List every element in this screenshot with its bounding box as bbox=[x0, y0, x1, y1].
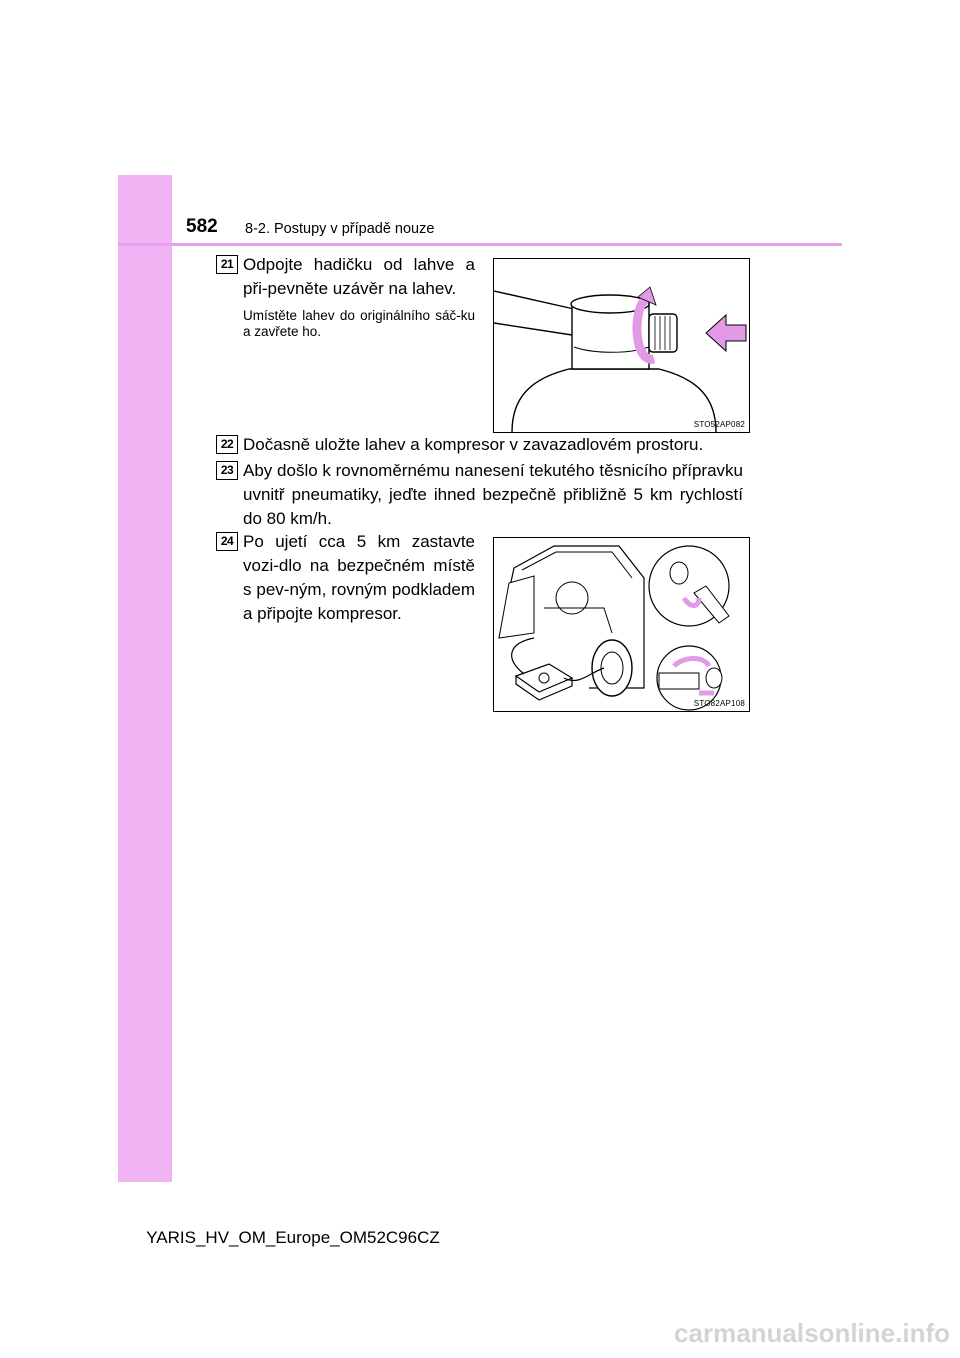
footer bbox=[0, 1228, 960, 1248]
bottle-figure bbox=[493, 258, 750, 433]
compressor-figure bbox=[493, 537, 750, 712]
header-rule bbox=[118, 243, 842, 246]
step-22-badge: 22 bbox=[216, 435, 238, 454]
car-compressor-illustration bbox=[494, 538, 749, 711]
section-title: 8-2. Postupy v případě nouze bbox=[245, 221, 435, 237]
step-24-text: Po ujetí cca 5 km zastavte vozi-dlo na bezpečném místě s pev-ným, rovným podkladem a připojte kompresor. bbox=[243, 532, 475, 623]
step-21-text: Odpojte hadičku od lahve a při-pevněte uzávěr na lahev. bbox=[243, 255, 475, 298]
compressor-figure-code: STO82AP108 bbox=[693, 699, 745, 708]
chapter-sidebar bbox=[118, 175, 172, 1182]
bottle-cap-illustration bbox=[494, 259, 749, 432]
page-number: 582 bbox=[186, 216, 218, 237]
step-23-badge: 23 bbox=[216, 461, 238, 480]
watermark: carmanualsonline.info bbox=[674, 1318, 950, 1348]
step-22-text: Dočasně uložte lahev a kompresor v zavazadlovém prostoru. bbox=[243, 435, 704, 454]
document-id: YARIS_HV_OM_Europe_OM52C96CZ bbox=[146, 1228, 440, 1247]
step-21-badge: 21 bbox=[216, 255, 238, 274]
step-24-badge: 24 bbox=[216, 532, 238, 551]
bottle-figure-code: STO52AP082 bbox=[693, 420, 745, 429]
step-21-note: Umístěte lahev do originálního sáč-ku a zavřete ho. bbox=[243, 308, 475, 339]
step-23-text: Aby došlo k rovnoměrnému nanesení tekutého těsnicího přípravku uvnitř pneumatiky, jeďte ihned bezpečně přibližně 5 km rychlostí do 80 km/h. bbox=[243, 461, 743, 528]
